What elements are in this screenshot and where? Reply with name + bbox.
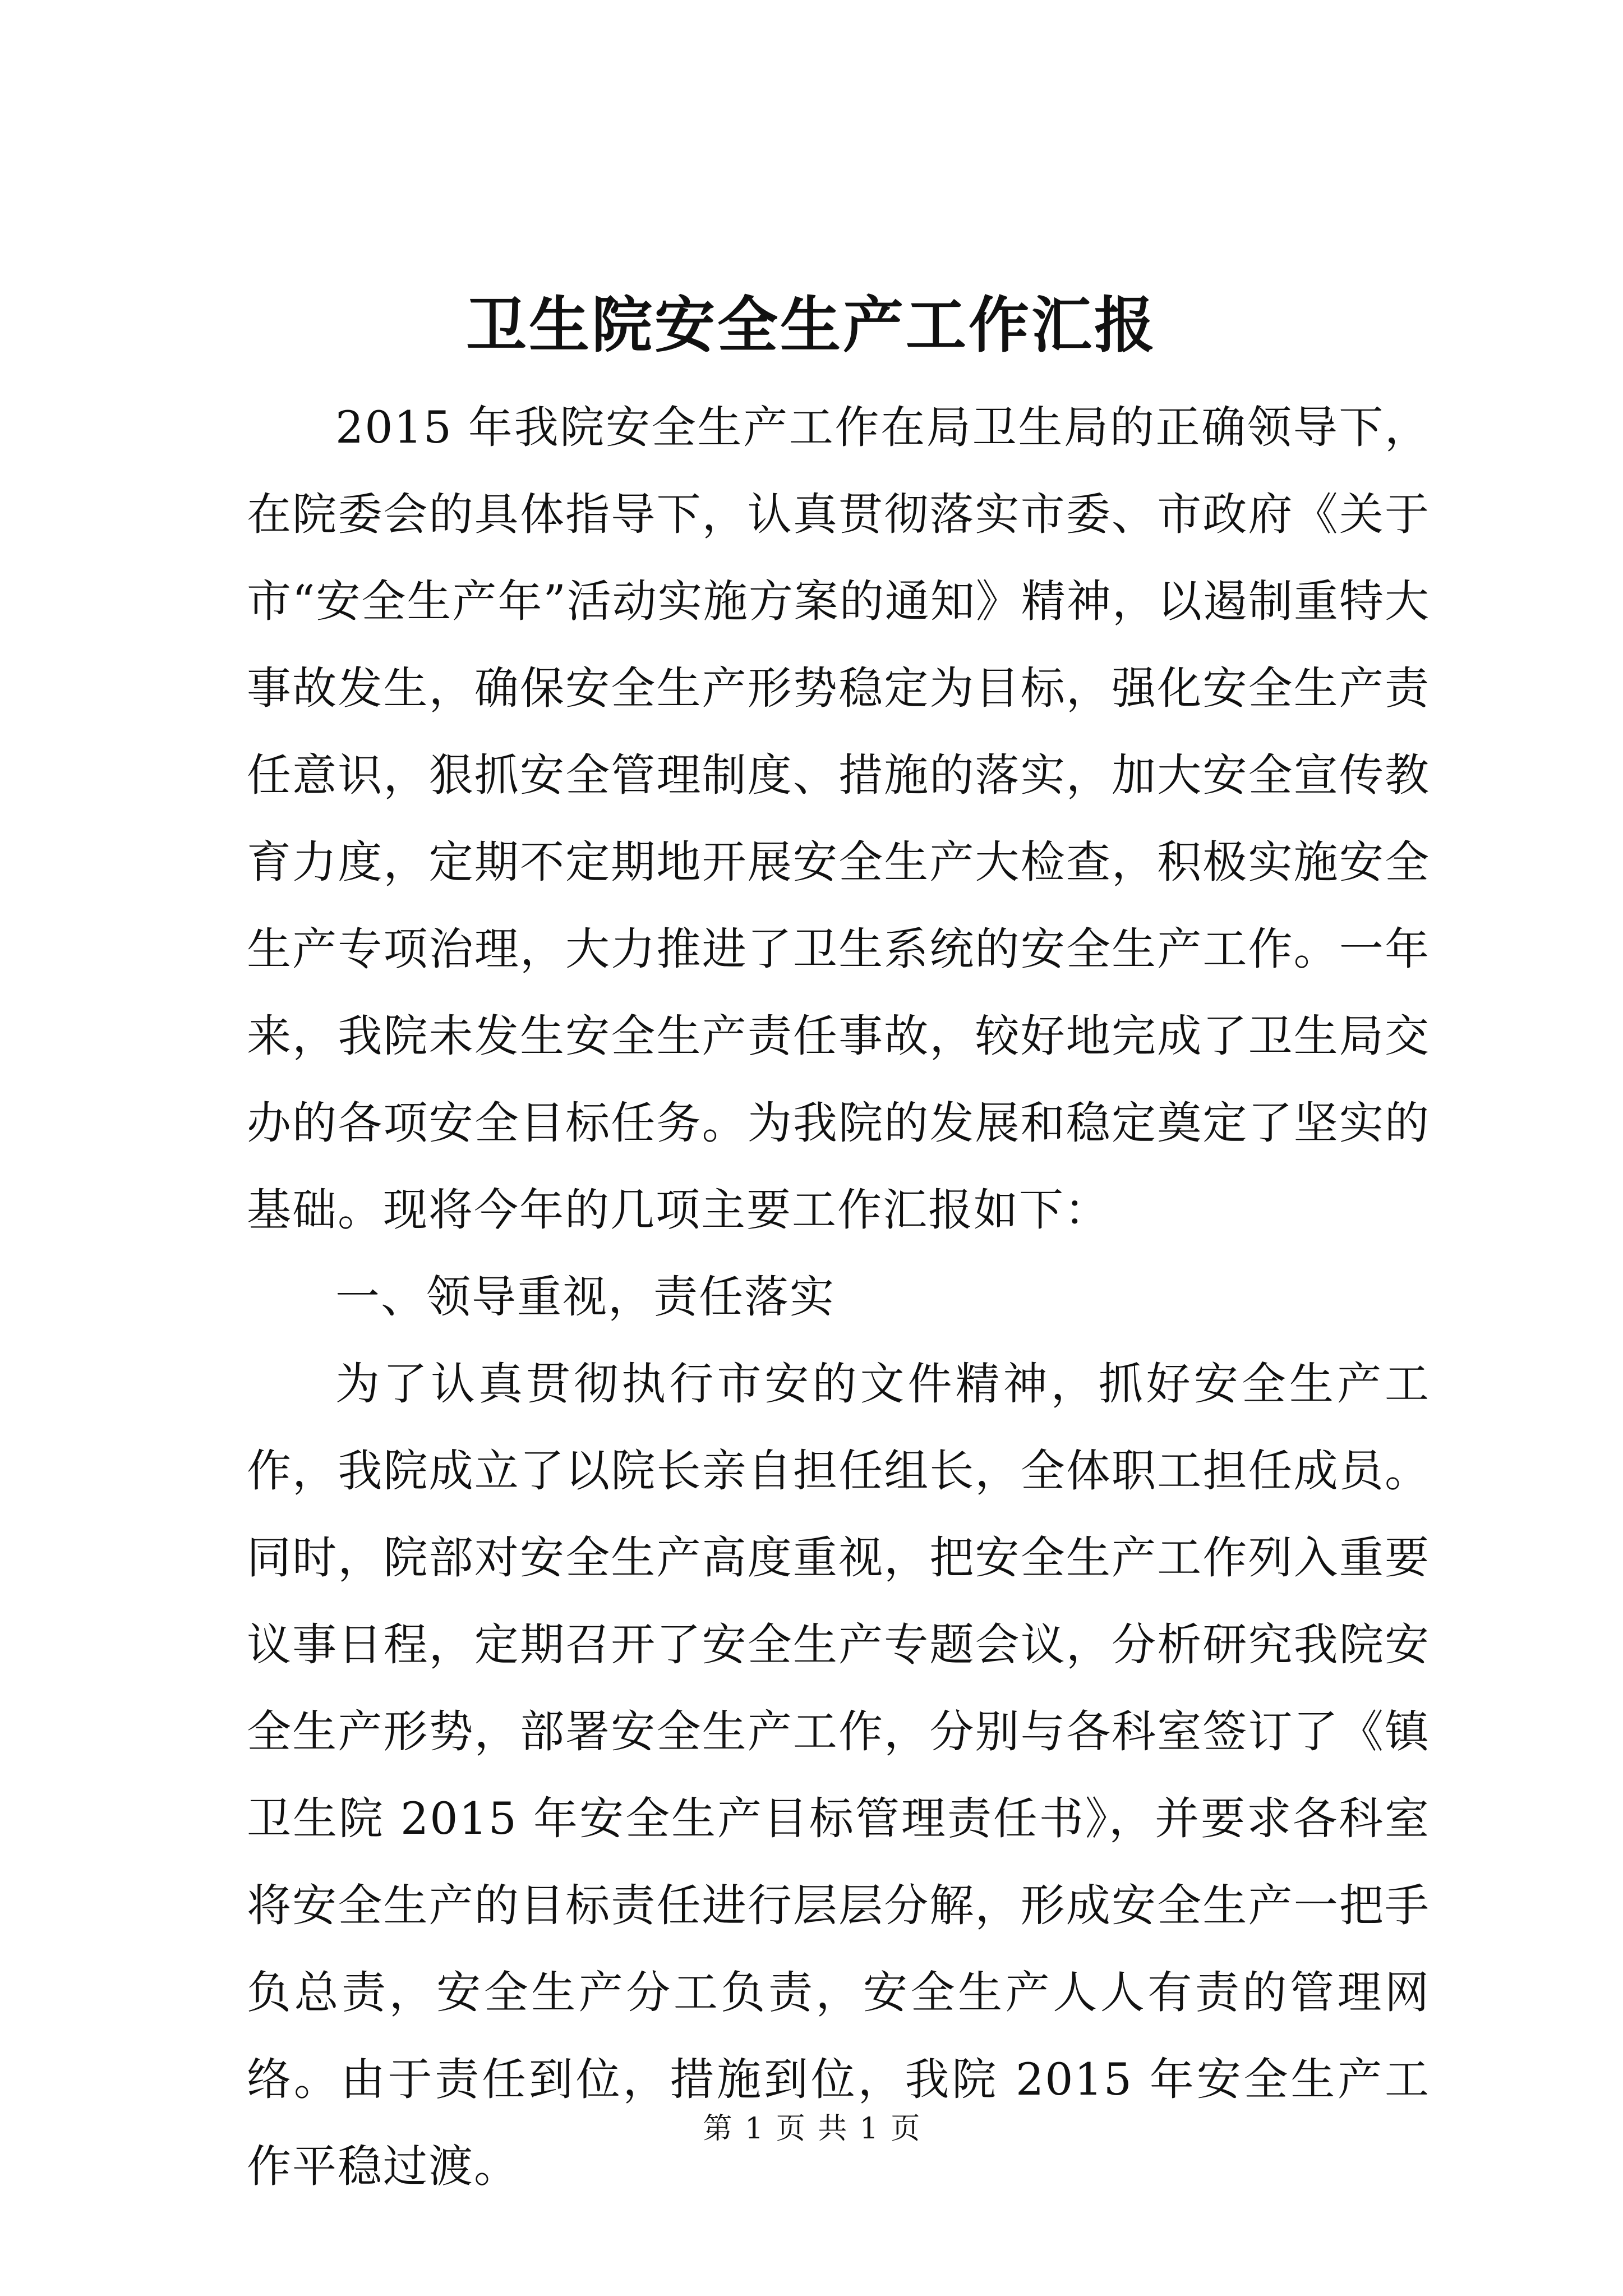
section-paragraph: 为了认真贯彻执行市安的文件精神，抓好安全生产工作，我院成立了以院长亲自担任组长，全体职工担任成员。同时，院部对安全生产高度重视，把安全生产工作列入重要议事日程，定期召开了安全生产专题会议，分析研究我院安全生产形势，部署安全生产工作，分别与各科室签订了《镇卫生院 2015 年安全生产目标管理责任书》，并要求各科室将安全生产的目标责任进行层层分解，形成安全生产一把手负总责，安全生产分工负责，安全生产人人有责的管理网络。由于责任到位，措施到位，我院 2015 年安全生产工作平稳过渡。 [247,1358,1430,2192]
document-title: 卫生院安全生产工作汇报 [465,290,1157,361]
intro-paragraph: 2015 年我院安全生产工作在局卫生局的正确领导下，在院委会的具体指导下，认真贯彻落实市委、市政府《关于市“安全生产年”活动实施方案的通知》精神，以遏制重特大事故发生，确保安全生产形势稳定为目标，强化安全生产责任意识，狠抓安全管理制度、措施的落实，加大安全宣传教育力度，定期不定期地开展安全生产大检查，积极实施安全生产专项治理，大力推进了卫生系统的安全生产工作。一年来，我院未发生安全生产责任事故，较好地完成了卫生局交办的各项安全目标任务。为我院的发展和稳定奠定了坚实的基础。现将今年的几项主要工作汇报如下： [247,402,1430,1236]
document-body [247,384,1430,2210]
page-footer: 第 1 页 共 1 页 [703,2112,920,2146]
section-heading: 一、领导重视，责任落实 [335,1271,835,1323]
